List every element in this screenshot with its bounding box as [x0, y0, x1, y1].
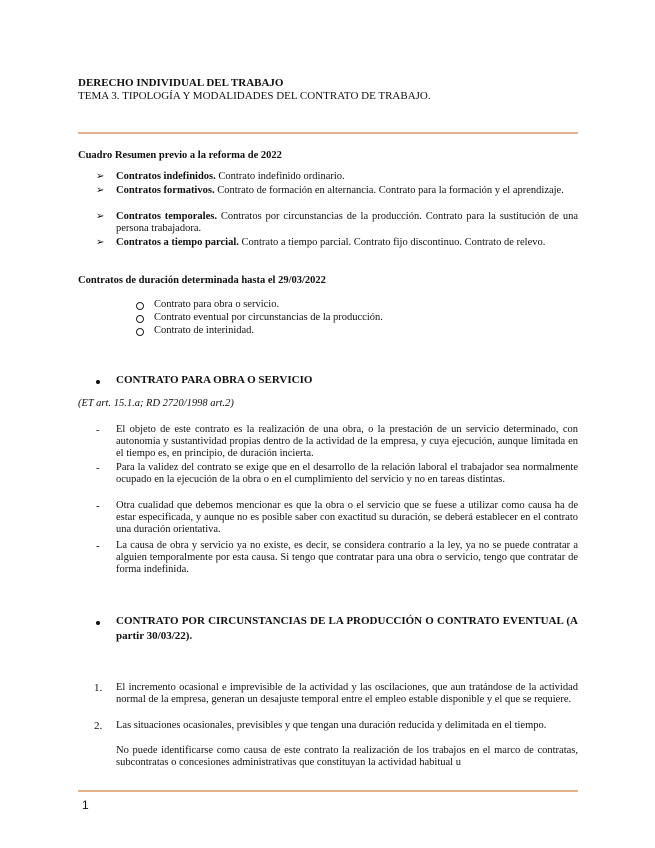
summary-item-text: Contrato de formación en alternancia. Contrato para la formación y el aprendizaje.: [214, 185, 564, 196]
dash-bullet-icon: -: [96, 462, 100, 474]
section1-item: Otra cualidad que debemos mencionar es que la obra o el servicio que se fuese a utilizar como causa ha de estar especificada, y aunque no es posible saber con exactitud su duración, se deberá establecer en el contrato una duración orientativa.: [116, 500, 578, 535]
circle-bullet-icon: [136, 328, 144, 336]
list-number: 1.: [94, 682, 103, 694]
section-bullet-icon: [96, 380, 100, 384]
circle-bullet-icon: [136, 302, 144, 310]
fixed-term-item: Contrato eventual por circunstancias de la producción.: [154, 312, 383, 323]
circle-bullet-icon: [136, 315, 144, 323]
section-title: CONTRATO PARA OBRA O SERVICIO: [116, 374, 313, 386]
arrow-bullet-icon: ➢: [96, 185, 105, 196]
section1-item: La causa de obra y servicio ya no existe, es decir, se considera contrario a la ley, ya no se puede contratar a alguien temporalmente por esta causa. Si tengo que contratar para una obra o servicio, tengo que contratar de forma indefinida.: [116, 540, 578, 575]
dash-bullet-icon: -: [96, 540, 100, 552]
summary-item-text: Contrato a tiempo parcial. Contrato fijo discontinuo. Contrato de relevo.: [238, 237, 546, 248]
fixed-term-item: Contrato para obra o servicio.: [154, 299, 280, 310]
arrow-bullet-icon: ➢: [96, 171, 105, 182]
dash-bullet-icon: -: [96, 424, 100, 436]
section-bullet-icon: [96, 621, 100, 625]
section-title: CONTRATO POR CIRCUNSTANCIAS DE LA PRODUCCIÓN O CONTRATO EVENTUAL (A partir 30/03/22).: [116, 615, 578, 642]
fixed-term-item: Contrato de interinidad.: [154, 325, 255, 336]
topic-title: TEMA 3. TIPOLOGÍA Y MODALIDADES DEL CONTRATO DE TRABAJO.: [78, 90, 431, 102]
list-number: 2.: [94, 720, 103, 732]
section2-continuation: No puede identificarse como causa de este contrato la realización de los trabajos en el marco de contratas, subcontratas o concesiones administrativas que constituyan la actividad habitual u: [116, 745, 578, 768]
section2-item: El incremento ocasional e imprevisible de la actividad y las oscilaciones, que aun tratándose de la actividad normal de la empresa, generan un desajuste temporal entre el empleo estable disponible y el que se requiere.: [116, 682, 578, 705]
summary-item-label: Contratos formativos.: [116, 185, 215, 196]
header-divider: [78, 132, 578, 134]
summary-item-text: Contrato indefinido ordinario.: [215, 171, 345, 182]
summary-item-label: Contratos indefinidos.: [116, 171, 216, 182]
summary-item-label: Contratos a tiempo parcial.: [116, 237, 239, 248]
arrow-bullet-icon: ➢: [96, 211, 105, 222]
summary-title: Cuadro Resumen previo a la reforma de 2022: [78, 150, 282, 161]
page-number: 1: [82, 798, 89, 812]
fixed-term-title: Contratos de duración determinada hasta el 29/03/2022: [78, 275, 326, 286]
arrow-bullet-icon: ➢: [96, 237, 105, 248]
legal-reference: (ET art. 15.1.a; RD 2720/1998 art.2): [78, 398, 234, 409]
footer-divider: [78, 790, 578, 792]
section1-item: El objeto de este contrato es la realización de una obra, o la prestación de un servicio determinado, con autonomía y sustantividad propias dentro de la actividad de la empresa, y cuya ejecución, aunque limitada en el tiempo es, en principio, de duración incierta.: [116, 424, 578, 459]
dash-bullet-icon: -: [96, 500, 100, 512]
section2-item: Las situaciones ocasionales, previsibles y que tengan una duración reducida y delimitada en el tiempo.: [116, 720, 547, 731]
summary-item-label: Contratos temporales.: [116, 211, 217, 222]
course-title: DERECHO INDIVIDUAL DEL TRABAJO: [78, 77, 284, 89]
summary-item-text: Contratos por circunstancias de la producción. Contrato para la sustitución de una persona trabajadora.: [116, 211, 578, 234]
section1-item: Para la validez del contrato se exige que en el desarrollo de la relación laboral el trabajador sea normalmente ocupado en la ejecución de la obra o en el cumplimiento del servicio y no en tareas distintas.: [116, 462, 578, 485]
